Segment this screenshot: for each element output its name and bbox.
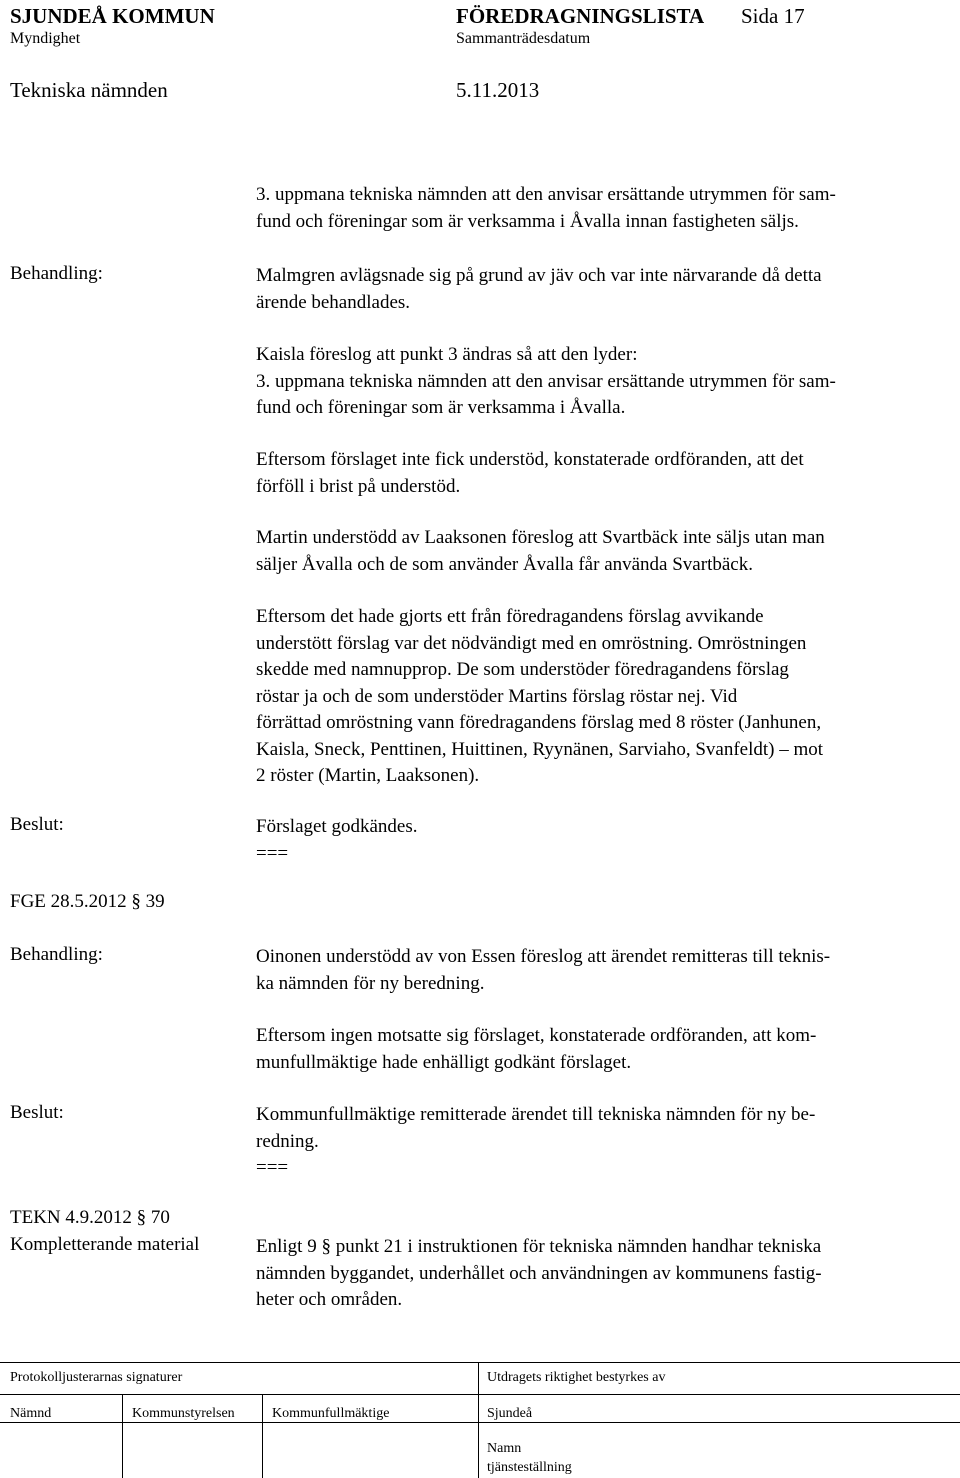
footer-col-kommunstyrelsen: Kommunstyrelsen: [132, 1406, 235, 1421]
footer-mid-rule: [0, 1394, 960, 1395]
extract-label: Utdragets riktighet bestyrkes av: [487, 1370, 666, 1385]
separator: ===: [256, 1157, 289, 1178]
text-line: förrättad omröstning vann föredragandens förslag med 8 röster (Janhunen,: [256, 712, 822, 733]
text-line: redning.: [256, 1130, 319, 1152]
text-line: Kaisla föreslog att punkt 3 ändras så att den lyder:: [256, 344, 638, 365]
text-line: heter och områden.: [256, 1289, 403, 1310]
behandling-p4: [256, 525, 946, 578]
text-line: Eftersom förslaget inte fick understöd, konstaterade ordföranden, att det: [256, 449, 804, 470]
behandling-p3: [256, 447, 946, 500]
beslut-label: Beslut:: [10, 814, 64, 835]
text-line: 2 röster (Martin, Laaksonen).: [256, 765, 480, 786]
behandling-p5: [256, 604, 946, 790]
text-line: understött förslag var det nödvändigt med en omröstning. Omröstningen: [256, 632, 807, 654]
footer-col-kommunfullmaktige: Kommunfullmäktige: [272, 1406, 390, 1421]
section-ref: TEKN 4.9.2012 § 70: [10, 1207, 170, 1228]
footer-place: Sjundeå: [487, 1406, 533, 1421]
authority-name: Tekniska nämnden: [10, 78, 168, 102]
text-line: Förslaget godkändes.: [256, 816, 418, 837]
footer-name-label: Namn: [487, 1441, 522, 1456]
text-line: 3. uppmana tekniska nämnden att den anvisar ersättande utrymmen för sam-: [256, 184, 836, 205]
date-label: Sammanträdesdatum: [456, 30, 591, 47]
text-line: förföll i brist på understöd.: [256, 475, 461, 497]
doc-type: FÖREDRAGNINGSLISTA: [456, 4, 705, 28]
text-line: munfullmäktige hade enhälligt godkänt förslaget.: [256, 1051, 632, 1073]
authority-label: Myndighet: [10, 30, 81, 47]
text-line: Oinonen understödd av von Essen föreslog att ärendet remitteras till teknis-: [256, 946, 831, 967]
text-line: Martin understödd av Laaksonen föreslog att Svartbäck inte säljs utan man: [256, 527, 825, 548]
meeting-date: 5.11.2013: [456, 78, 540, 102]
text-line: röstar ja och de som understöder Martins förslag röstar nej. Vid: [256, 685, 738, 707]
text-line: Kaisla, Sneck, Penttinen, Huittinen, Ryynänen, Sarviaho, Svanfeldt) – mot: [256, 738, 824, 760]
separator: ===: [256, 842, 289, 864]
behandling-p2: [256, 1023, 946, 1076]
text-line: fund och föreningar som är verksamma i Åvalla innan fastigheten säljs.: [256, 210, 799, 232]
text-line: Kommunfullmäktige remitterade ärendet till tekniska nämnden för ny be-: [256, 1104, 816, 1125]
footer-col-divider: [478, 1362, 479, 1478]
text-line: fund och föreningar som är verksamma i Åvalla.: [256, 397, 626, 418]
text-line: Enligt 9 § punkt 21 i instruktionen för tekniska nämnden handhar tekniska: [256, 1236, 822, 1257]
section-ref: FGE 28.5.2012 § 39: [10, 891, 165, 912]
text-line: 3. uppmana tekniska nämnden att den anvisar ersättande utrymmen för sam-: [256, 370, 836, 392]
text-line: nämnden byggandet, underhållet och användningen av kommunens fastig-: [256, 1262, 822, 1284]
footer-col-divider: [262, 1394, 263, 1478]
text-line: Eftersom ingen motsatte sig förslaget, konstaterade ordföranden, att kom-: [256, 1025, 817, 1046]
footer-top-rule: [0, 1362, 960, 1363]
footer-cell-rule: [0, 1422, 960, 1423]
org-name: SJUNDEÅ KOMMUN: [10, 4, 215, 28]
kompletterande-text: [256, 1234, 946, 1314]
footer-col-divider: [122, 1394, 123, 1478]
intro-paragraph: [256, 182, 946, 235]
text-line: Malmgren avlägsnade sig på grund av jäv och var inte närvarande då detta: [256, 265, 822, 286]
footer-col-namnd: Nämnd: [10, 1406, 52, 1421]
behandling-label: Behandling:: [10, 263, 103, 284]
page-number: Sida 17: [741, 4, 805, 28]
text-line: skedde med namnupprop. De som understöder föredragandens förslag: [256, 659, 789, 680]
behandling-p1: [256, 263, 946, 316]
footer-position-label: tjänsteställning: [487, 1460, 572, 1475]
kompletterande-label: Kompletterande material: [10, 1234, 200, 1255]
behandling-p1: [256, 944, 946, 997]
signatures-label: Protokolljusterarnas signaturer: [10, 1370, 183, 1385]
text-line: Eftersom det hade gjorts ett från föredragandens förslag avvikande: [256, 606, 764, 627]
text-line: säljer Åvalla och de som använder Åvalla får använda Svartbäck.: [256, 553, 753, 575]
behandling-label: Behandling:: [10, 944, 103, 965]
text-line: ka nämnden för ny beredning.: [256, 972, 485, 994]
beslut-text: [256, 814, 946, 867]
beslut-label: Beslut:: [10, 1102, 64, 1123]
behandling-p2: [256, 342, 946, 422]
beslut-text: [256, 1102, 946, 1182]
text-line: ärende behandlades.: [256, 291, 411, 313]
